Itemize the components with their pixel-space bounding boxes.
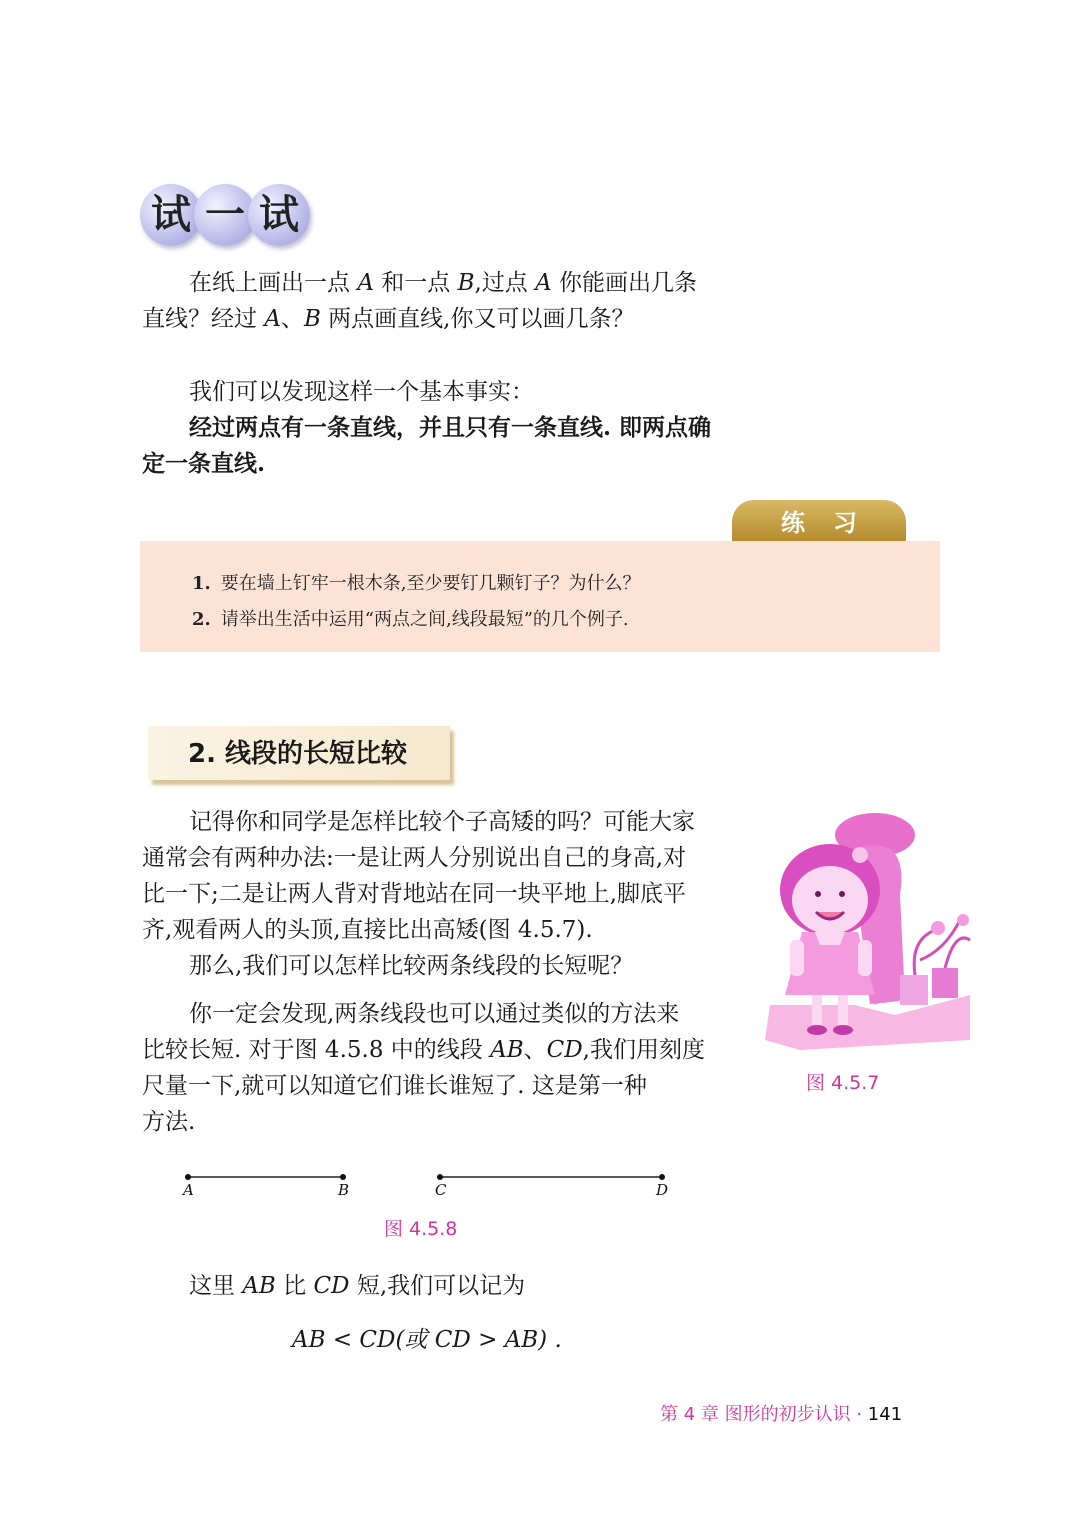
girl-shoe-left bbox=[807, 1025, 827, 1035]
section-heading: 2. 线段的长短比较 bbox=[148, 726, 450, 780]
girl-shoe-right bbox=[833, 1025, 853, 1035]
girl-collar bbox=[815, 932, 845, 945]
fact-line-2: 定一条直线. bbox=[142, 450, 266, 477]
try-it-char-1: 试 bbox=[151, 192, 191, 238]
girl-arm-right bbox=[858, 940, 872, 976]
girl-eye-left bbox=[815, 891, 821, 897]
point-c bbox=[437, 1174, 443, 1180]
fact-intro: 我们可以发现这样一个基本事实： bbox=[189, 379, 534, 405]
label-c: C bbox=[435, 1181, 447, 1199]
try-it-char-2: 一 bbox=[205, 192, 245, 238]
body-paragraph-3: 你一定会发现,两条线段也可以通过类似的方法来 比较长短. 对于图 4.5.8 中的线段 AB、CD,我们用刻度 尺量一下,就可以知道它们谁长谁短了. 这是第一种 方法. bbox=[142, 1001, 705, 1135]
figure-458-segments bbox=[170, 1165, 690, 1205]
girl-leg-right bbox=[838, 995, 848, 1025]
point-d bbox=[659, 1174, 665, 1180]
figure-457-illustration bbox=[760, 800, 975, 1060]
girl-face bbox=[792, 866, 868, 934]
point-a bbox=[185, 1174, 191, 1180]
try-it-paragraph: 在纸上画出一点 A 和一点 B,过点 A 你能画出几条 直线？经过 A、B 两点画直线,你又可以画几条？ bbox=[142, 270, 698, 332]
label-d: D bbox=[656, 1181, 669, 1199]
practice-box bbox=[140, 541, 940, 652]
page-footer bbox=[660, 1400, 902, 1426]
body-paragraph-2: 那么,我们可以怎样比较两条线段的长短呢？ bbox=[189, 953, 634, 979]
try-it-header bbox=[140, 184, 310, 246]
fact-line-1: 经过两点有一条直线，并且只有一条直线. 即两点确 bbox=[189, 414, 712, 441]
plant-pot-1 bbox=[900, 975, 928, 1005]
practice-item-1: 1. 要在墙上钉牢一根木条,至少要钉几颗钉子？为什么？ bbox=[192, 573, 641, 594]
floor-shape bbox=[765, 995, 970, 1050]
plant-flower-2 bbox=[957, 914, 969, 926]
label-a: A bbox=[183, 1181, 194, 1199]
practice-tab: 练习 bbox=[732, 500, 906, 542]
label-b: B bbox=[338, 1181, 350, 1199]
try-it-char-3: 试 bbox=[259, 192, 299, 238]
conclusion-line: 这里 AB 比 CD 短,我们可以记为 bbox=[189, 1273, 526, 1299]
figure-458-caption: 图 4.5.8 bbox=[384, 1218, 458, 1240]
basic-fact bbox=[142, 374, 711, 482]
hair-clip bbox=[852, 847, 868, 863]
plant-pot-2 bbox=[932, 968, 958, 998]
girl-eye-right bbox=[839, 891, 845, 897]
point-b bbox=[340, 1174, 346, 1180]
girl-arm-left bbox=[790, 940, 804, 976]
figure-457-caption: 图 4.5.7 bbox=[806, 1072, 880, 1094]
girl-leg-left bbox=[812, 995, 822, 1025]
practice-item-2: 2. 请举出生活中运用“两点之间,线段最短”的几个例子. bbox=[192, 609, 629, 630]
footer-chapter: 第 4 章 图形的初步认识 · bbox=[660, 1404, 863, 1425]
page-number: 141 bbox=[867, 1404, 903, 1425]
plant-flower-1 bbox=[931, 921, 945, 935]
inequality-formula: AB < CD(或 CD > AB) . bbox=[292, 1327, 562, 1353]
body-paragraph-1: 记得你和同学是怎样比较个子高矮的吗？可能大家 通常会有两种办法:一是让两人分别说出自己的身高,对 比一下;二是让两人背对背地站在同一块平地上,脚底平 齐,观看两人的头顶,直接比出高矮(图 4.5.7). 那么,我们可以怎样比较两条线段的长短呢？ bbox=[142, 804, 695, 984]
